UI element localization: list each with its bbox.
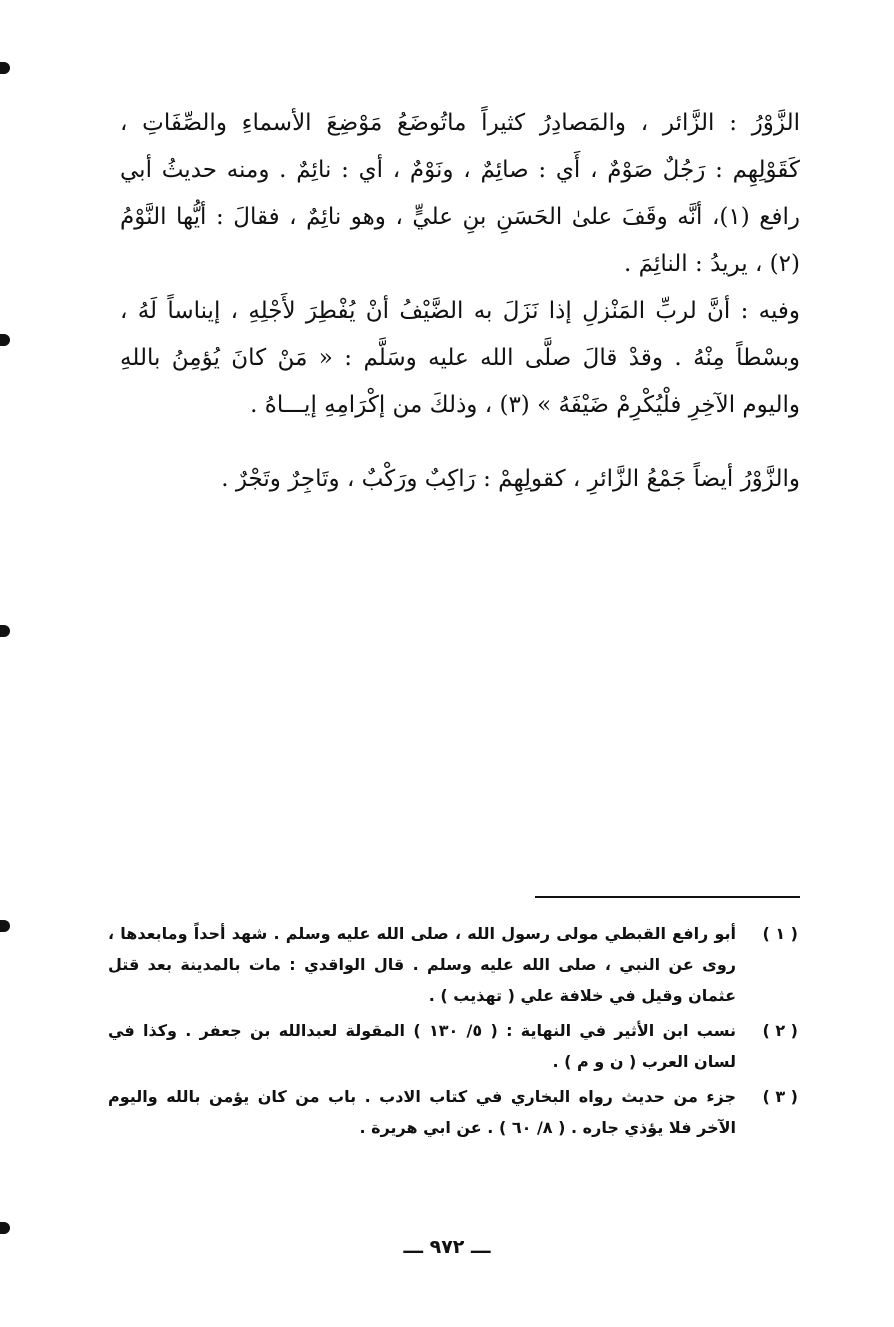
footnote-text: أبو رافع القبطي مولى رسول الله ، صلى الله عليه وسلم . شهد أحداً ومابعدها ، روى عن النبي ، صلى الله عليه وسلم . قال الواقدي : مات بالمدينة بعد قتل عثمان وقيل في خلافة علي ( تهذيب ) . bbox=[108, 924, 736, 1005]
footnote-text: جزء من حديث رواه البخاري في كتاب الادب . باب من كان يؤمن بالله واليوم الآخر فلا يؤذي جاره . ( ٨/ ٦٠ ) . عن ابي هريرة . bbox=[108, 1087, 736, 1137]
scan-edge-mark bbox=[0, 334, 10, 346]
main-paragraph: والزَّوْرُ أيضاً جَمْعُ الزَّائرِ ، كقولِهِمْ : رَاكِبٌ ورَكْبٌ ، وتَاجِرٌ وتَجْرٌ . bbox=[221, 466, 800, 492]
main-paragraph: وفيه : أنَّ لربِّ المَنْزلِ إذا نَزَلَ به الضَّيْفُ أنْ يُفْطِرَ لأَجْلِهِ ، إيناساً لَهُ ، وبسْطاً مِنْهُ . وقدْ قالَ صلَّى الله عليه وسَلَّم : « مَنْ كانَ يُؤمِنُ باللهِ واليوم الآخِرِ فلْيُكْرِمْ ضَيْفَهُ » (٣) ، وذلكَ من إكْرَامِهِ إيـــاهُ . bbox=[120, 298, 800, 418]
scan-edge-mark bbox=[0, 920, 10, 932]
scan-edge-mark bbox=[0, 1222, 10, 1234]
footnote-number: ( ٣ ) bbox=[762, 1087, 798, 1106]
scan-edge-mark bbox=[0, 62, 10, 74]
main-paragraph: الزَّوْرُ : الزَّائر ، والمَصادِرُ كثيراً ماتُوضَعُ مَوْضِعَ الأسماءِ والصِّفَاتِ ، كَقَوْلِهِم : رَجُلٌ صَوْمٌ ، أَي : صائِمٌ ، ونَوْمٌ ، أي : نائِمٌ . ومنه حديثُ أبي رافع (١)، أنَّه وقَفَ علىٰ الحَسَنِ بنِ عليٍّ ، وهو نائِمٌ ، فقالَ : أيُّها النَّوْمُ (٢) ، يريدُ : النائِمَ . bbox=[120, 110, 801, 277]
footnote bbox=[108, 1081, 798, 1143]
footnote-number: ( ٢ ) bbox=[762, 1021, 798, 1040]
page-number: ـــ ٩٧٢ ـــ bbox=[403, 1236, 491, 1258]
footnote bbox=[108, 1015, 798, 1077]
scan-edge-mark bbox=[0, 625, 10, 637]
main-text bbox=[120, 100, 800, 503]
footnote-number: ( ١ ) bbox=[762, 924, 798, 943]
footnote-text: نسب ابن الأثير في النهاية : ( ٥/ ١٣٠ ) المقولة لعبدالله بن جعفر . وكذا في لسان العرب ( ن و م ) . bbox=[108, 1021, 736, 1071]
footnotes bbox=[108, 918, 798, 1147]
footnote bbox=[108, 918, 798, 1011]
footnote-separator bbox=[535, 896, 800, 898]
